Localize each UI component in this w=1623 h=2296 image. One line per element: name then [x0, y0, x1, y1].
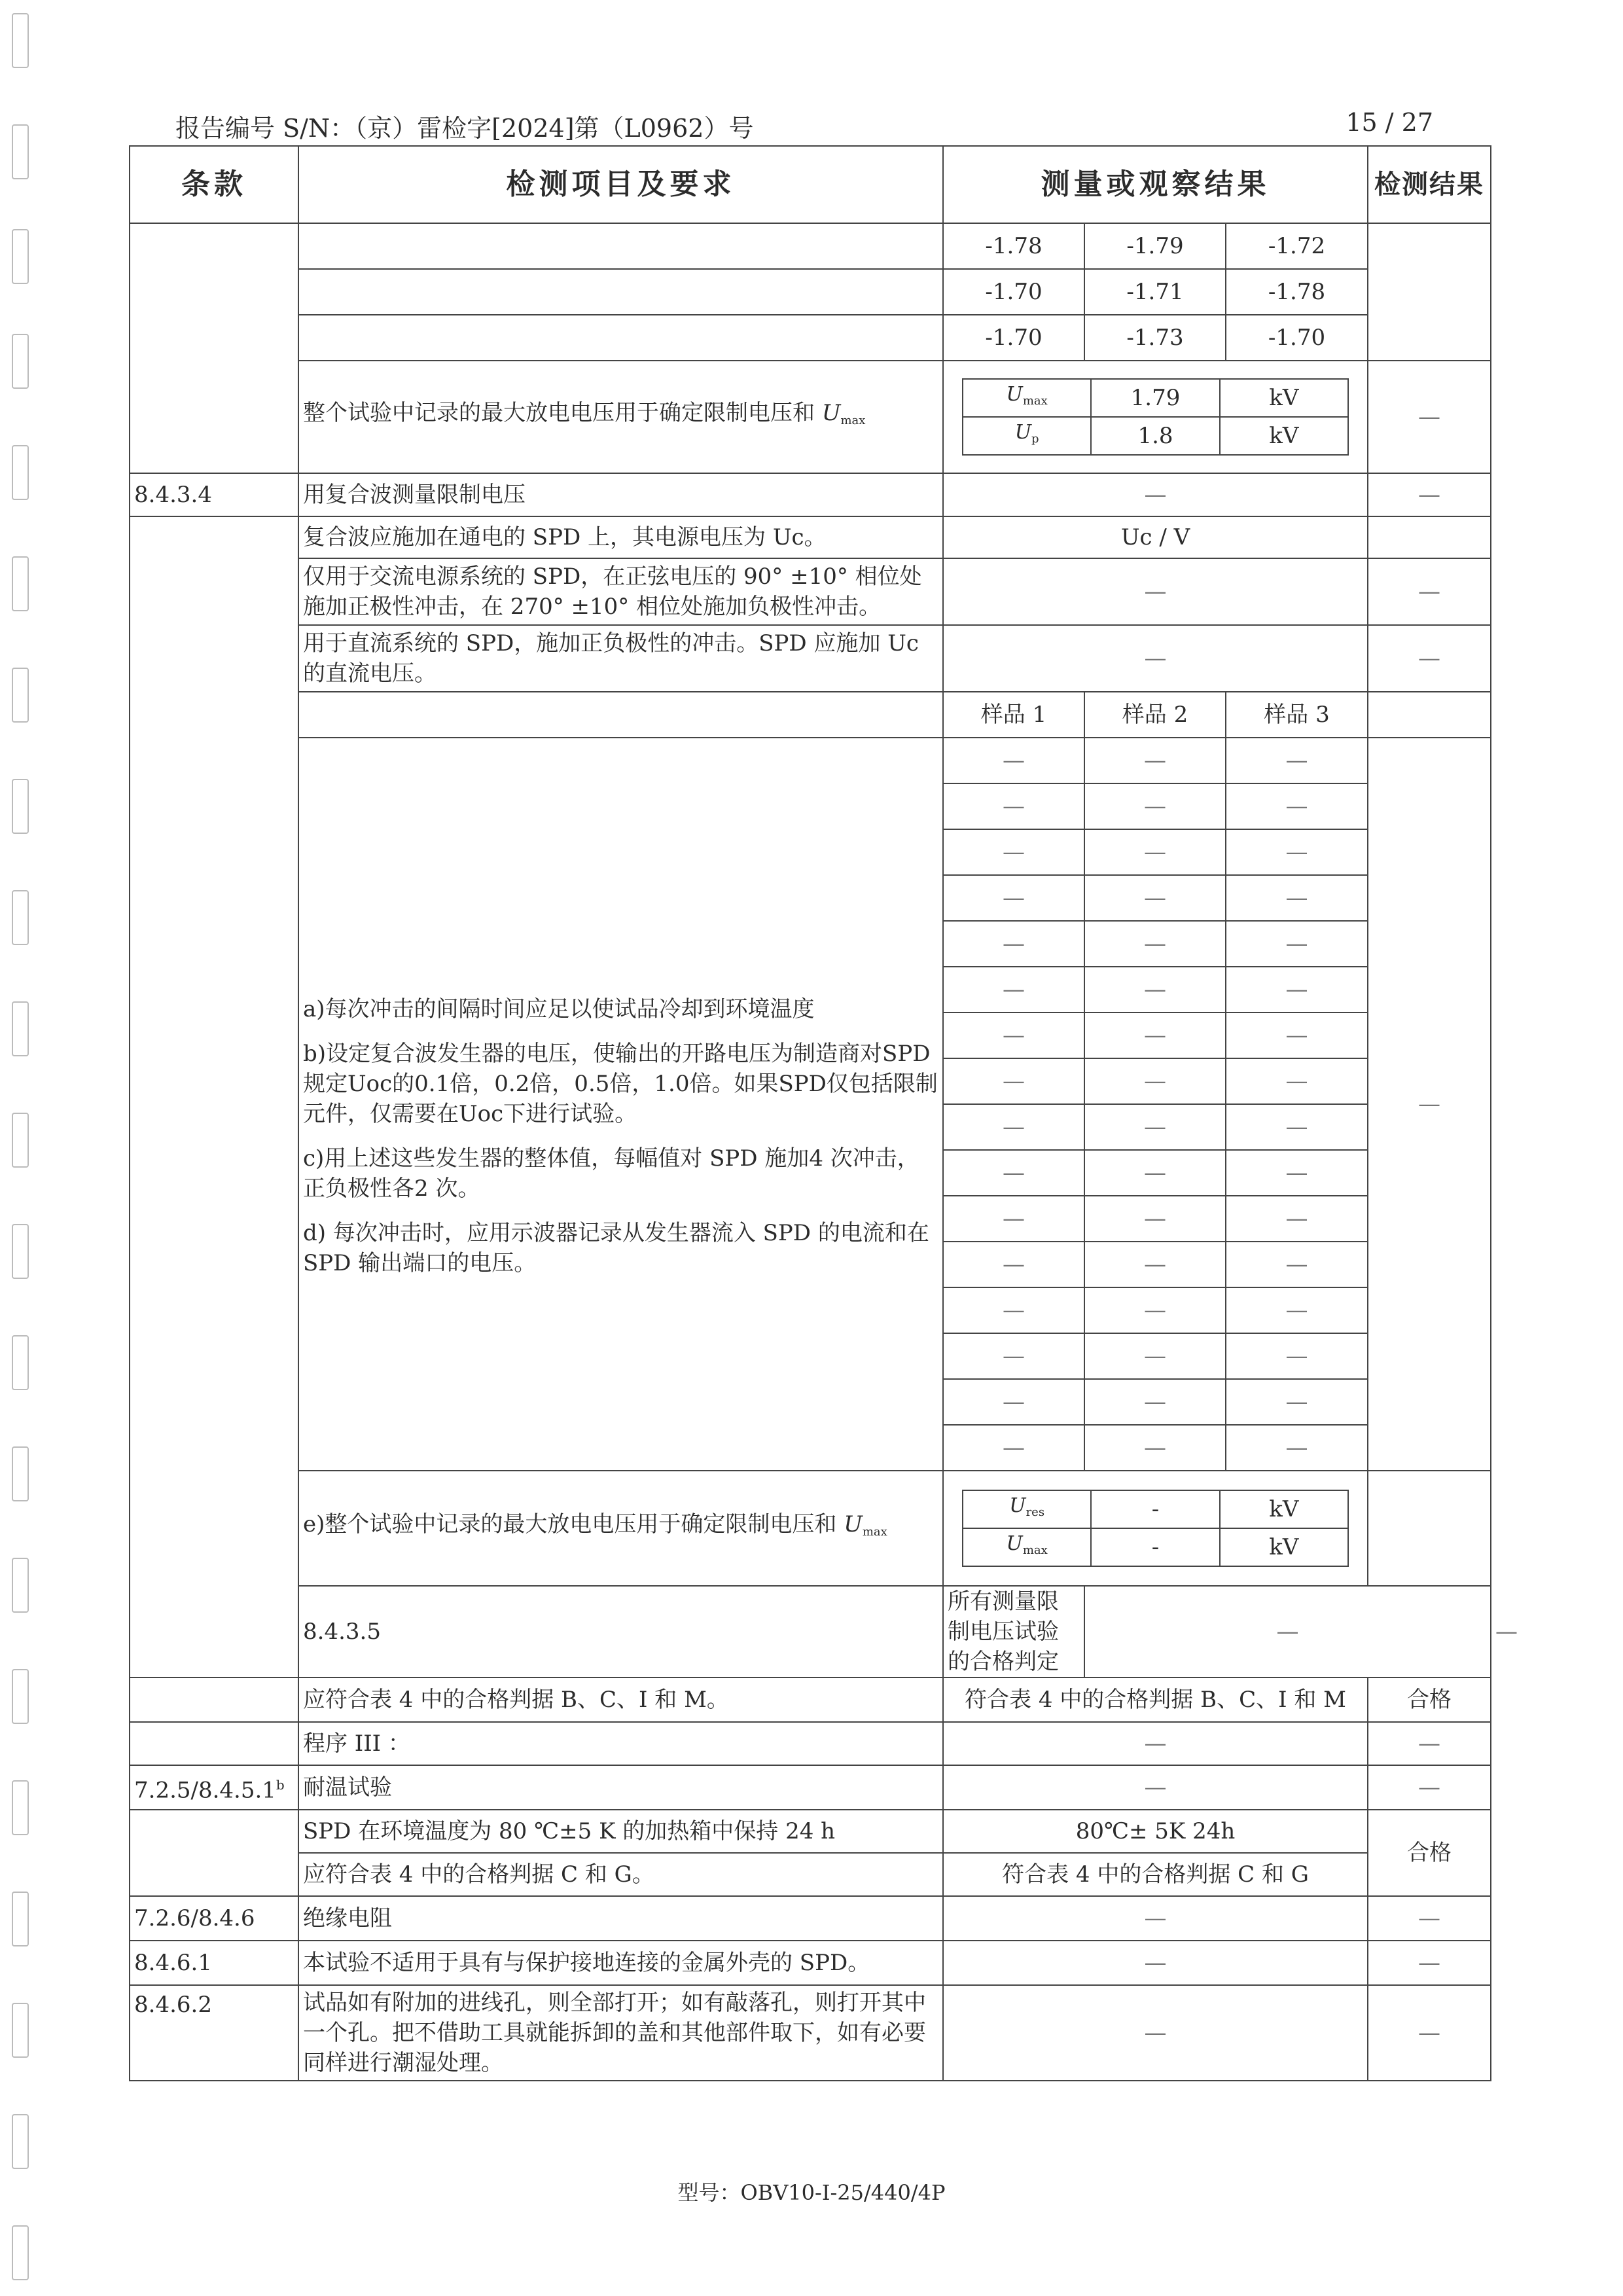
grid-cell: —	[1226, 1425, 1368, 1471]
umax-label: $U_{max}$	[963, 379, 1091, 417]
result-8434-dc: —	[1368, 625, 1491, 692]
proc3-clause	[130, 1722, 298, 1765]
value-cell: -1.70	[943, 315, 1084, 361]
up-label: $U_p$	[963, 417, 1091, 455]
title-7251: 耐温试验	[298, 1765, 943, 1810]
umax-unit: kV	[1220, 379, 1348, 417]
grid-cell: —	[1226, 1196, 1368, 1242]
binder-mark	[12, 1446, 29, 1501]
grid-cell: —	[1084, 783, 1226, 829]
col-measure: 测量或观察结果	[943, 146, 1368, 223]
measure-7251-crit: 符合表 4 中的合格判据 C 和 G	[943, 1853, 1368, 1896]
grid-cell: —	[1226, 1287, 1368, 1333]
value-cell: -1.70	[943, 269, 1084, 315]
grid-cell: —	[1226, 1104, 1368, 1150]
value-cell: -1.78	[943, 223, 1084, 269]
grid-cell: —	[943, 875, 1084, 921]
grid-cell: —	[1084, 1150, 1226, 1196]
prev-requirement: 整个试验中记录的最大放电电压用于确定限制电压和 $U_{max}$	[298, 361, 943, 473]
prev-result-empty	[1368, 223, 1491, 361]
umax-value: 1.79	[1091, 379, 1219, 417]
value-cell: -1.78	[1226, 269, 1368, 315]
value-cell: -1.79	[1084, 223, 1226, 269]
req-8434-e: e)整个试验中记录的最大放电电压用于确定限制电压和 $U_{max}$	[298, 1471, 943, 1586]
measure-8434-dc: —	[943, 625, 1368, 692]
col-result: 检测结果	[1368, 146, 1491, 223]
grid-cell: —	[1226, 921, 1368, 967]
step-a: a)每次冲击的间隔时间应足以使试品冷却到环境温度	[303, 996, 815, 1022]
grid-cell: —	[1084, 1379, 1226, 1425]
result-8461: —	[1368, 1941, 1491, 1985]
measure-8435-title: —	[1084, 1586, 1491, 1677]
binder-mark	[12, 229, 29, 284]
grid-cell: —	[1084, 1425, 1226, 1471]
grid-cell: —	[1084, 1104, 1226, 1150]
report-number: 报告编号 S/N：（京）雷检字[2024]第（L0962）号	[175, 114, 754, 143]
result-8434-uc	[1368, 516, 1491, 558]
grid-cell: —	[1226, 1150, 1368, 1196]
prev-clause-cell	[130, 223, 298, 473]
ures-unit: kV	[1220, 1490, 1348, 1528]
title-8461: 本试验不适用于具有与保护接地连接的金属外壳的 SPD。	[298, 1941, 943, 1985]
result-8434-e	[1368, 1471, 1491, 1586]
sample-2-header: 样品 2	[1084, 692, 1226, 738]
measure-8434: —	[943, 473, 1368, 516]
samples-empty	[298, 692, 943, 738]
clause-8434-cont	[130, 516, 298, 1677]
prev-voltage-box	[943, 361, 1368, 473]
grid-cell: —	[1226, 1058, 1368, 1104]
grid-cell: —	[1084, 1287, 1226, 1333]
measure-7251-temp: 80℃± 5K 24h	[943, 1810, 1368, 1853]
step-c: c)用上述这些发生器的整体值，每幅值对 SPD 施加4 次冲击，正负极性各2 次。	[303, 1145, 919, 1202]
binder-mark	[12, 2003, 29, 2058]
binder-mark	[12, 1335, 29, 1390]
grid-cell: —	[943, 1287, 1084, 1333]
grid-cell: —	[1226, 1013, 1368, 1058]
grid-cell: —	[943, 921, 1084, 967]
step-b: b)设定复合波发生器的电压，使输出的开路电压为制造商对SPD规定Uoc的0.1倍，0.2倍，0.5倍，1.0倍。如果SPD仅包括限制元件，仅需要在Uoc下进行试验。	[303, 1041, 938, 1127]
grid-cell: —	[943, 1333, 1084, 1379]
result-7261: —	[1368, 1896, 1491, 1941]
clause-8461: 8.4.6.1	[130, 1941, 298, 1985]
grid-cell: —	[943, 1104, 1084, 1150]
grid-cell: —	[943, 783, 1084, 829]
result-8462: —	[1368, 1985, 1491, 2081]
ures-value: -	[1091, 1490, 1219, 1528]
ures-box	[943, 1471, 1368, 1586]
grid-cell: —	[1226, 875, 1368, 921]
binder-mark	[12, 556, 29, 611]
prev-result: —	[1368, 361, 1491, 473]
grid-cell: —	[1226, 829, 1368, 875]
value-cell: -1.72	[1226, 223, 1368, 269]
measure-7261: —	[943, 1896, 1368, 1941]
req-7251-crit: 应符合表 4 中的合格判据 C 和 G。	[298, 1853, 943, 1896]
binder-mark	[12, 2114, 29, 2169]
grid-cell: —	[943, 1058, 1084, 1104]
binder-mark	[12, 779, 29, 834]
page-number: 15 / 27	[1346, 108, 1433, 137]
grid-cell: —	[1226, 783, 1368, 829]
value-cell: -1.73	[1084, 315, 1226, 361]
grid-cell: —	[1084, 967, 1226, 1013]
title-8462: 试品如有附加的进线孔，则全部打开；如有敲落孔，则打开其中一个孔。把不借助工具就能拆卸的盖和其他部件取下，如有必要同样进行潮湿处理。	[298, 1985, 943, 2081]
clause-7251-cont	[130, 1810, 298, 1896]
grid-cell: —	[1226, 738, 1368, 783]
binder-mark	[12, 13, 29, 68]
up-unit: kV	[1220, 417, 1348, 455]
grid-cell: —	[943, 1379, 1084, 1425]
measure-8434-ac: —	[943, 558, 1368, 625]
binder-mark	[12, 334, 29, 389]
result-7251: 合格	[1368, 1810, 1491, 1896]
binder-mark	[12, 1001, 29, 1056]
grid-result: —	[1368, 738, 1491, 1471]
result-8434-ac: —	[1368, 558, 1491, 625]
result-8435: 合格	[1368, 1677, 1491, 1722]
up-value: 1.8	[1091, 417, 1219, 455]
model-footer: 型号：OBV10-I-25/440/4P	[677, 2180, 946, 2205]
grid-cell: —	[1084, 921, 1226, 967]
grid-cell: —	[943, 738, 1084, 783]
prev-empty	[298, 223, 943, 269]
umax-unit-2: kV	[1220, 1528, 1348, 1566]
binder-mark	[12, 1113, 29, 1168]
grid-cell: —	[943, 1013, 1084, 1058]
test-table: 条款 检测项目及要求 测量或观察结果 检测结果 -1.78 -1.79 -1.72 -1.70 -1.71 -1.78 -1.70 -1.73 -1.70 整个试验中记录的最大放电电压用于确定限制电压和 $U_{max}$ $U_{max}$ 1.79 kV $U_p$ 1.8 kV — 8.4.3.4 用复合波测量限制电压 — — 复合波应施加在通电的 SPD 上，其电源电压为 Uc。 Uc / V 仅用于交流电源系统的 SPD，在正弦电压的 90° ±10° 相位处施加正极性冲击，在 270° ±10° 相位处施加负极性冲击。 — — 用于直流系统的 SPD，施加正负极性的冲击。SPD 应施加 Uc 的直流电压。 — — 样品 1 样品 2 样品 3 a)每次冲击的间隔时间应足以使试品冷却到环境温度 b)设定复合波发生器的电压，使输出的开路电压为制造商对SPD规定Uoc的0.1倍，0.2倍，0.5倍，1.0倍。如果SPD仅包括限制元件，仅需要在Uoc下进行试验。 c)用上述这些发生器的整体值，每幅值对 SPD 施加4 次冲击，正负极性各2 次。 d) 每次冲击时，应用示波器记录从发生器流入 SPD 的电流和在 SPD 输出端口的电压。 — — — — — — — — — — — — — — — — — — — — — — — — — — — — — — — — — — — — — — — — — — — — — — — — — e)整个试验中记录的最大放电电压用于确定限制电压和 $U_{max}$ $U_{res}$ - kV $U_{max}$ - kV 8.4.3.5 所有测量限制电压试验的合格判定 — — 应符合表 4 中的合格判据 B、C、I 和 M。 符合表 4 中的合格判据 B、C、I 和 M 合格 程序 III ： — — 7.2.5/8.4.5.1$^b$ 耐温试验 — — SPD 在环境温度为 80 ℃±5 K 的加热箱中保持 24 h 80℃± 5K 24h 合格 应符合表 4 中的合格判据 C 和 G。 符合表 4 中的合格判据 C 和 G 7.2.6/8.4.6 绝缘电阻 — — 8.4.6.1 本试验不适用于具有与保护接地连接的金属外壳的 SPD。 — — 8.4.6.2 试品如有附加的进线孔，则全部打开；如有敲落孔，则打开其中一个孔。把不借助工具就能拆卸的盖和其他部件取下，如有必要同样进行潮湿处理。 — —	[129, 145, 1491, 2081]
grid-cell: —	[1226, 1379, 1368, 1425]
umax-value-2: -	[1091, 1528, 1219, 1566]
sample-3-header: 样品 3	[1226, 692, 1368, 738]
value-cell: -1.70	[1226, 315, 1368, 361]
grid-cell: —	[1084, 738, 1226, 783]
clause-8435: 8.4.3.5	[298, 1586, 943, 1677]
grid-cell: —	[943, 1150, 1084, 1196]
binder-mark	[12, 1780, 29, 1835]
grid-cell: —	[943, 829, 1084, 875]
grid-cell: —	[943, 1425, 1084, 1471]
measure-8434-uc: Uc / V	[943, 516, 1368, 558]
title-7261: 绝缘电阻	[298, 1896, 943, 1941]
clause-8434: 8.4.3.4	[130, 473, 298, 516]
measure-8462: —	[943, 1985, 1368, 2081]
sample-1-header: 样品 1	[943, 692, 1084, 738]
binder-mark	[12, 1558, 29, 1613]
binder-mark	[12, 124, 29, 179]
grid-cell: —	[1084, 829, 1226, 875]
value-cell: -1.71	[1084, 269, 1226, 315]
samples-result-empty	[1368, 692, 1491, 738]
title-8434: 用复合波测量限制电压	[298, 473, 943, 516]
proc3-title: 程序 III ：	[298, 1722, 943, 1765]
ures-label: $U_{res}$	[963, 1490, 1091, 1528]
binder-mark	[12, 668, 29, 723]
grid-cell: —	[1084, 1058, 1226, 1104]
umax-label-2: $U_{max}$	[963, 1528, 1091, 1566]
col-clause: 条款	[130, 146, 298, 223]
grid-cell: —	[1226, 1333, 1368, 1379]
binder-mark	[12, 890, 29, 945]
binder-mark	[12, 2225, 29, 2280]
req-8434-dc: 用于直流系统的 SPD，施加正负极性的冲击。SPD 应施加 Uc 的直流电压。	[298, 625, 943, 692]
grid-cell: —	[1084, 1242, 1226, 1287]
req-8435: 应符合表 4 中的合格判据 B、C、I 和 M。	[298, 1677, 943, 1722]
req-8434-uc: 复合波应施加在通电的 SPD 上，其电源电压为 Uc。	[298, 516, 943, 558]
clause-7261: 7.2.6/8.4.6	[130, 1896, 298, 1941]
step-d: d) 每次冲击时，应用示波器记录从发生器流入 SPD 的电流和在 SPD 输出端口的电压。	[303, 1220, 929, 1276]
grid-cell: —	[943, 967, 1084, 1013]
grid-cell: —	[943, 1196, 1084, 1242]
result-7251-title: —	[1368, 1765, 1491, 1810]
clause-8462: 8.4.6.2	[130, 1985, 298, 2081]
grid-cell: —	[1084, 1013, 1226, 1058]
req-7251-temp: SPD 在环境温度为 80 ℃±5 K 的加热箱中保持 24 h	[298, 1810, 943, 1853]
ures-umax-table	[962, 1490, 1349, 1567]
umax-up-table	[962, 378, 1349, 456]
grid-cell: —	[1084, 1196, 1226, 1242]
grid-cell: —	[1084, 875, 1226, 921]
grid-cell: —	[1226, 1242, 1368, 1287]
binder-mark	[12, 445, 29, 500]
clause-7251: 7.2.5/8.4.5.1$^b$	[130, 1765, 298, 1810]
clause-8435-cont	[130, 1677, 298, 1722]
grid-cell: —	[1084, 1333, 1226, 1379]
grid-cell: —	[943, 1242, 1084, 1287]
prev-empty	[298, 315, 943, 361]
grid-cell: —	[1226, 967, 1368, 1013]
binder-mark	[12, 1892, 29, 1946]
steps-cell	[298, 738, 943, 1471]
result-8434: —	[1368, 473, 1491, 516]
prev-empty	[298, 269, 943, 315]
col-item: 检测项目及要求	[298, 146, 943, 223]
req-8434-ac: 仅用于交流电源系统的 SPD，在正弦电压的 90° ±10° 相位处施加正极性冲击，在 270° ±10° 相位处施加负极性冲击。	[298, 558, 943, 625]
measure-8461: —	[943, 1941, 1368, 1985]
binder-mark	[12, 1224, 29, 1279]
measure-8435: 符合表 4 中的合格判据 B、C、I 和 M	[943, 1677, 1368, 1722]
title-8435: 所有测量限制电压试验的合格判定	[943, 1586, 1084, 1677]
proc3-measure: —	[943, 1722, 1368, 1765]
measure-7251-title: —	[943, 1765, 1368, 1810]
binder-mark	[12, 1669, 29, 1724]
proc3-result: —	[1368, 1722, 1491, 1765]
